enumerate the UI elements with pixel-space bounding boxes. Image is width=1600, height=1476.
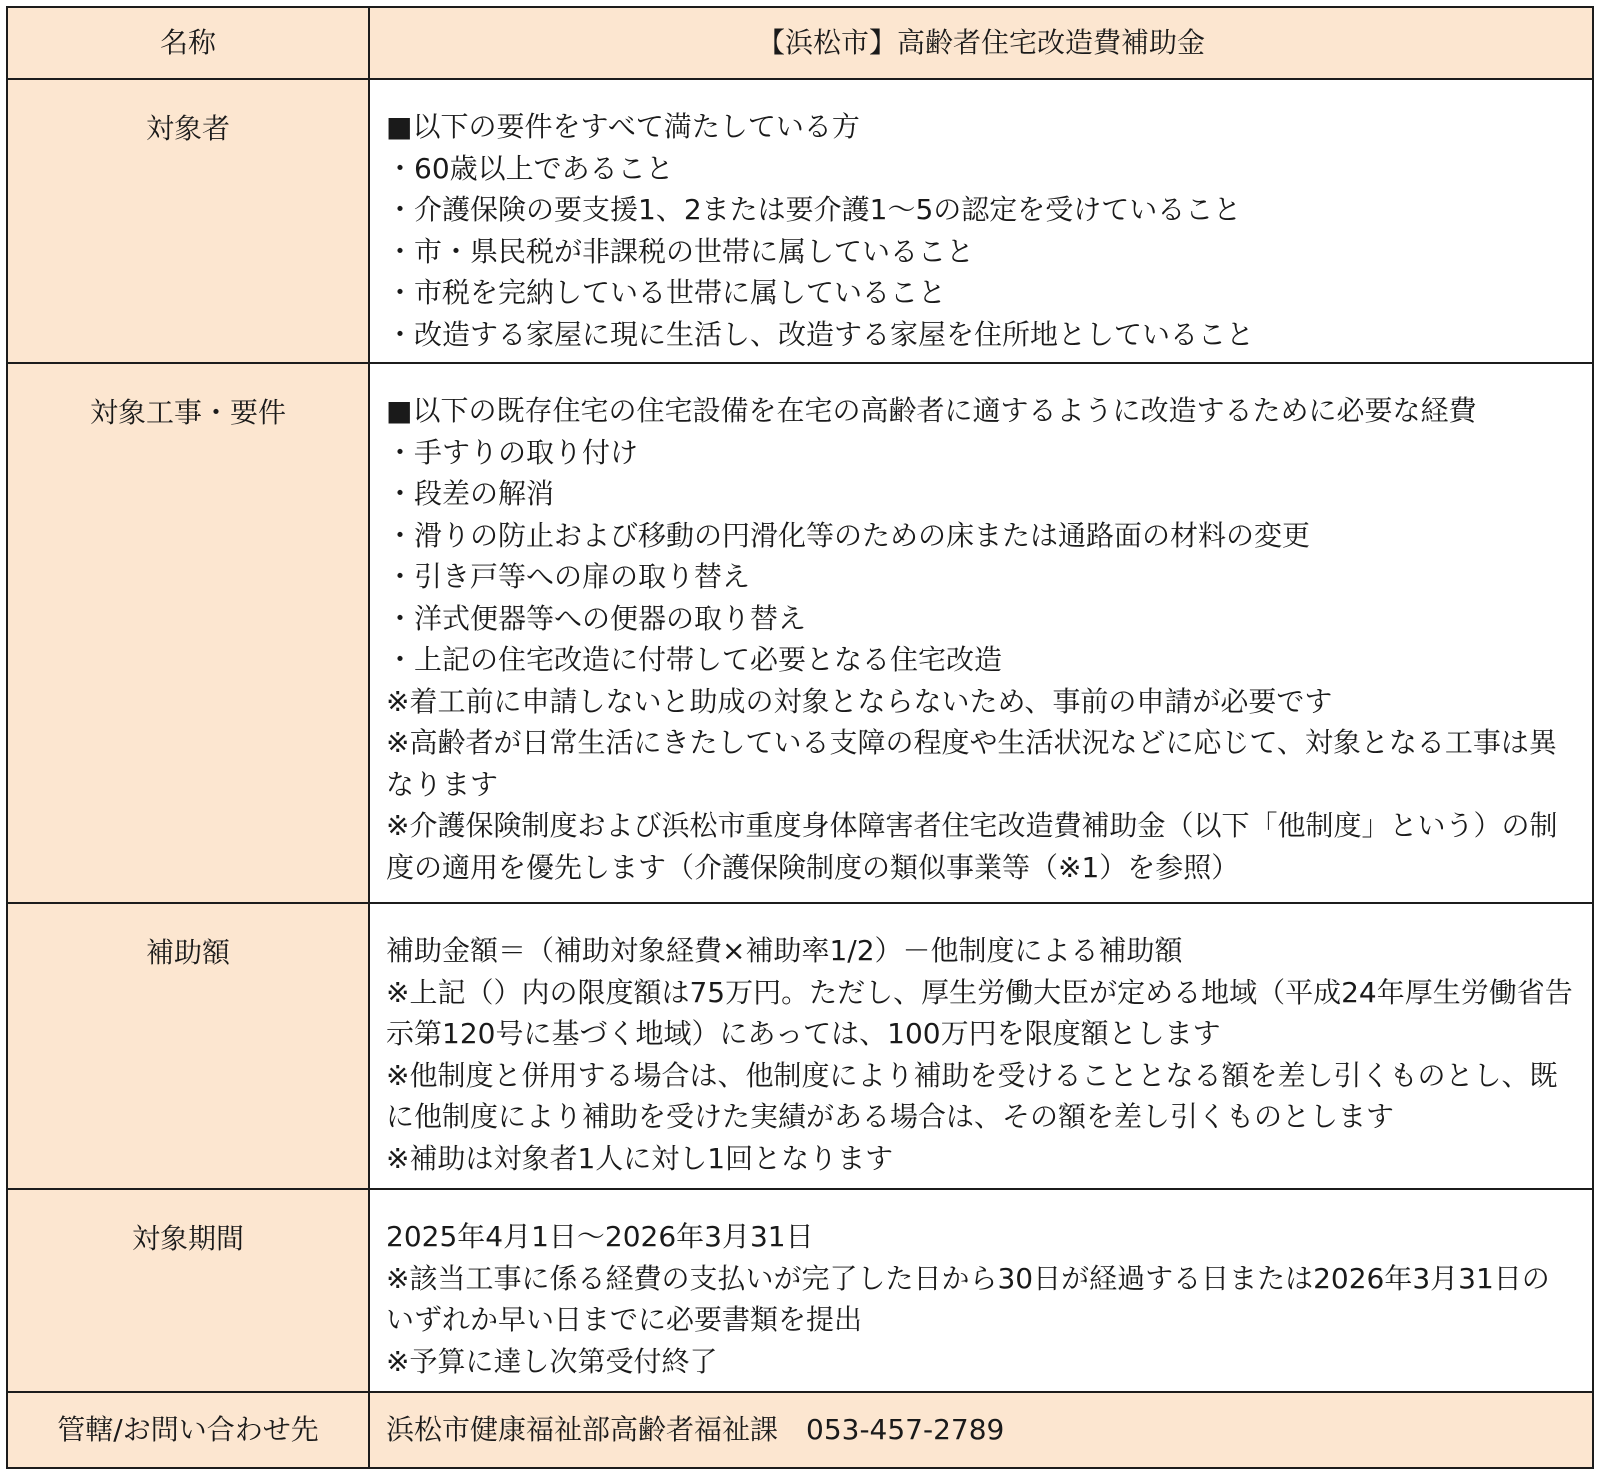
period-range: 2025年4月1日～2026年3月31日 (386, 1220, 814, 1253)
period-label: 対象期間 (7, 1189, 369, 1392)
amount-formula: 補助金額＝（補助対象経費×補助率1/2）－他制度による補助額 (386, 934, 1183, 967)
amount-row (7, 903, 1593, 1189)
works-note: ※介護保険制度および浜松市重度身体障害者住宅改造費補助金（以下「他制度」という）の制度の適用を優先します（介護保険制度の類似事業等（※1）を参照） (386, 809, 1558, 884)
eligibility-line: ■以下の要件をすべて満たしている方 (386, 110, 860, 143)
eligibility-line: ・60歳以上であること (386, 151, 674, 185)
works-note: ※着工前に申請しないと助成の対象とならないため、事前の申請が必要です (386, 684, 1333, 718)
eligibility-line: ・市・県民税が非課税の世帯に属していること (386, 234, 975, 268)
works-line: ・引き戸等への扉の取り替え (386, 560, 751, 593)
works-line: ・上記の住宅改造に付帯して必要となる住宅改造 (386, 643, 1003, 676)
works-line: ・段差の解消 (386, 477, 555, 510)
header-label: 名称 (7, 7, 369, 79)
eligibility-content (369, 79, 1593, 363)
amount-note: ※補助は対象者1人に対し1回となります (386, 1141, 894, 1175)
works-line: ・洋式便器等への便器の取り替え (386, 601, 807, 635)
amount-label: 補助額 (7, 903, 369, 1189)
works-label: 対象工事・要件 (7, 363, 369, 903)
works-line: ■以下の既存住宅の住宅設備を在宅の高齢者に適するように改造するために必要な経費 (386, 394, 1477, 427)
eligibility-line: ・改造する家屋に現に生活し、改造する家屋を住所地としていること (386, 317, 1255, 351)
eligibility-label: 対象者 (7, 79, 369, 363)
works-line: ・滑りの防止および移動の円滑化等のための床または通路面の材料の変更 (386, 518, 1311, 552)
period-note: ※予算に達し次第受付終了 (386, 1344, 718, 1378)
eligibility-row (7, 79, 1593, 363)
works-content (369, 363, 1593, 903)
header-row (7, 7, 1593, 79)
subsidy-info-table (6, 6, 1594, 1469)
amount-note: ※上記（）内の限度額は75万円。ただし、厚生労働大臣が定める地域（平成24年厚生労働省告示第120号に基づく地域）にあっては、100万円を限度額とします (386, 975, 1573, 1050)
period-content (369, 1189, 1593, 1392)
program-title: 【浜松市】高齢者住宅改造費補助金 (369, 7, 1593, 79)
works-line: ・手すりの取り付け (386, 435, 639, 469)
period-row (7, 1189, 1593, 1392)
period-note: ※該当工事に係る経費の支払いが完了した日から30日が経過する日または2026年3月31日のいずれか早い日までに必要書類を提出 (386, 1261, 1550, 1336)
contact-row (7, 1392, 1593, 1468)
works-note: ※高齢者が日常生活にきたしている支障の程度や生活状況などに応じて、対象となる工事は異なります (386, 726, 1557, 801)
amount-content (369, 903, 1593, 1189)
contact-value: 浜松市健康福祉部高齢者福祉課 053-457-2789 (369, 1392, 1593, 1468)
works-row (7, 363, 1593, 903)
eligibility-line: ・市税を完納している世帯に属していること (386, 276, 947, 309)
contact-label: 管轄/お問い合わせ先 (7, 1392, 369, 1468)
eligibility-line: ・介護保険の要支援1、2または要介護1～5の認定を受けていること (386, 193, 1242, 226)
subsidy-info-sheet (6, 6, 1594, 1469)
amount-note: ※他制度と併用する場合は、他制度により補助を受けることとなる額を差し引くものとし、既に他制度により補助を受けた実績がある場合は、その額を差し引くものとします (386, 1058, 1558, 1133)
